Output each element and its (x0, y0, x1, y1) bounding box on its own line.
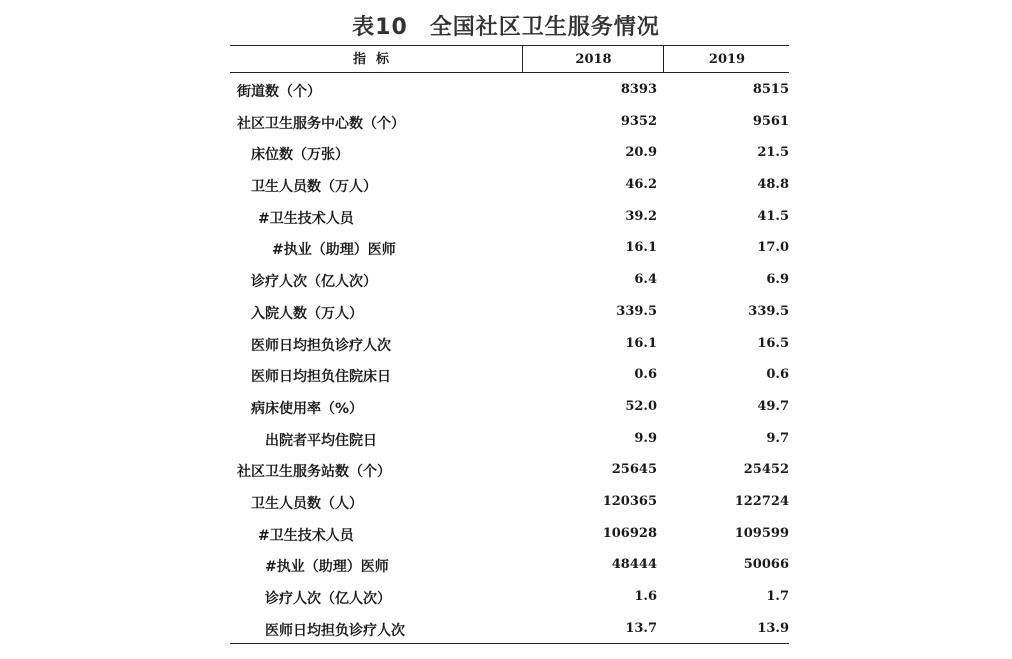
table-row (230, 396, 789, 428)
row-label: #执业（助理）医师 (265, 559, 389, 576)
value-2019: 9561 (752, 113, 789, 129)
table-row (230, 79, 789, 111)
value-2019: 48.8 (757, 177, 789, 193)
value-2018: 1.6 (634, 589, 657, 604)
row-label: 床位数（万张） (251, 147, 349, 164)
header-indicator: 指标 (352, 52, 399, 67)
table-row (230, 174, 789, 206)
row-label: 街道数（个） (237, 84, 321, 100)
table-header (230, 46, 789, 73)
table-title-text: 全国社区卫生服务情况 (429, 15, 660, 40)
row-label: 诊疗人次（亿人次） (265, 591, 391, 607)
row-label: 入院人数（万人） (251, 305, 363, 322)
header-year-2019: 2019 (663, 46, 790, 72)
value-2018: 0.6 (634, 367, 657, 383)
value-2018: 9.9 (634, 430, 657, 446)
value-2018: 52.0 (625, 398, 657, 414)
table-row (230, 459, 789, 491)
table-number: 表10 (352, 15, 408, 40)
value-2018: 120365 (602, 493, 657, 509)
row-label: #执业（助理）医师 (272, 242, 396, 259)
value-2019: 8515 (752, 82, 789, 97)
value-2019: 21.5 (757, 145, 789, 161)
value-2018: 16.1 (625, 335, 657, 351)
value-2019: 9.7 (766, 430, 789, 446)
value-2018: 6.4 (634, 272, 657, 288)
value-2019: 339.5 (748, 303, 789, 319)
row-label: 医师日均担负诊疗人次 (251, 337, 391, 354)
value-2018: 48444 (611, 557, 657, 573)
table-row (230, 206, 789, 238)
value-2019: 49.7 (757, 398, 789, 414)
table-bottom-rule (230, 643, 789, 644)
table-row (230, 554, 789, 586)
value-2018: 9352 (620, 113, 657, 129)
value-2018: 20.9 (625, 145, 657, 161)
table-row (230, 111, 789, 143)
value-2019: 17.0 (757, 240, 789, 256)
page-title (0, 10, 1012, 41)
table-row (230, 269, 789, 301)
row-label: 社区卫生服务中心数（个） (237, 115, 405, 132)
value-2018: 106928 (602, 525, 657, 541)
table-row (230, 428, 789, 460)
table-body (230, 79, 789, 649)
table-row (230, 364, 789, 396)
row-label: 出院者平均住院日 (265, 432, 377, 449)
table-row (230, 618, 789, 650)
table-row (230, 142, 789, 174)
table-row (230, 301, 789, 333)
table-row (230, 237, 789, 269)
row-label: #卫生技术人员 (258, 210, 354, 227)
value-2018: 25645 (611, 462, 657, 478)
row-label: 卫生人员数（万人） (251, 179, 377, 196)
table-row (230, 586, 789, 618)
value-2019: 0.6 (766, 367, 789, 383)
value-2019: 122724 (734, 493, 789, 509)
value-2019: 50066 (743, 557, 789, 573)
value-2019: 16.5 (757, 335, 789, 351)
table-row (230, 491, 789, 523)
value-2018: 339.5 (616, 303, 657, 319)
row-label: 卫生人员数（人） (251, 495, 363, 512)
value-2018: 16.1 (625, 240, 657, 256)
row-label: 诊疗人次（亿人次） (251, 274, 377, 291)
value-2019: 41.5 (757, 208, 789, 224)
value-2018: 13.7 (625, 620, 657, 636)
value-2019: 6.9 (766, 272, 789, 288)
row-label: 病床使用率（%） (251, 400, 364, 417)
value-2019: 25452 (743, 462, 789, 478)
row-label: 医师日均担负诊疗人次 (265, 622, 405, 639)
value-2019: 109599 (734, 525, 789, 541)
table-row (230, 333, 789, 365)
row-label: #卫生技术人员 (258, 527, 354, 544)
value-2018: 46.2 (625, 177, 657, 193)
value-2018: 39.2 (625, 208, 657, 224)
value-2019: 13.9 (757, 620, 789, 636)
value-2018: 8393 (620, 82, 657, 97)
value-2019: 1.7 (766, 589, 789, 604)
table-row (230, 523, 789, 555)
row-label: 社区卫生服务站数（个） (237, 464, 391, 481)
row-label: 医师日均担负住院床日 (251, 369, 391, 386)
header-year-2018: 2018 (522, 46, 664, 72)
